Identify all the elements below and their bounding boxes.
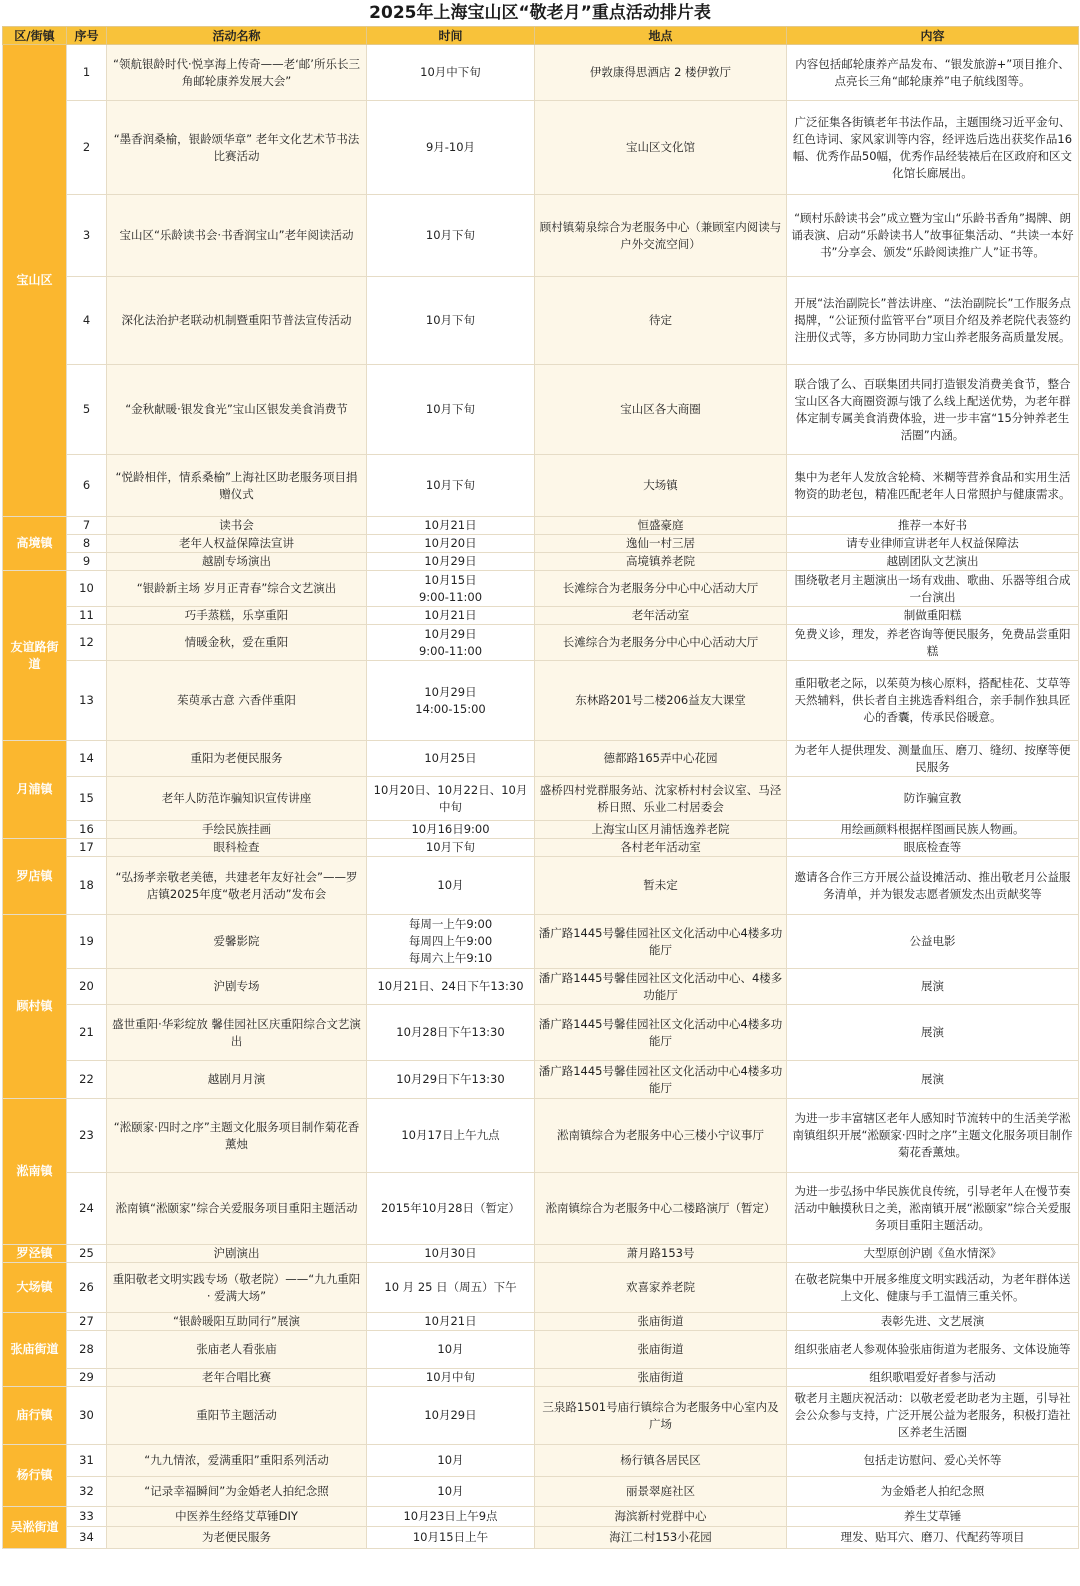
name-cell: “领航银龄时代·悦享海上传奇——老‘邮’所乐长三角邮轮康养发展大会”	[107, 45, 367, 101]
table-row	[3, 1313, 1079, 1331]
location-cell: 盛桥四村党群服务站、沈家桥村村会议室、马泾桥日照、乐业二村居委会	[535, 777, 787, 821]
content-cell: 公益电影	[787, 915, 1079, 969]
table-row	[3, 821, 1079, 839]
content-cell: “顾村乐龄读书会”成立暨为宝山“乐龄书香角”揭牌、朗诵表演、启动“乐龄读书人”故事征集活动、“共读一本好书”分享会、颁发“乐龄阅读推广人”证书等。	[787, 195, 1079, 277]
district-cell: 杨行镇	[3, 1445, 67, 1507]
table-row	[3, 571, 1079, 607]
location-cell: 丽景翠庭社区	[535, 1477, 787, 1507]
time-cell: 10月23日上午9点	[367, 1507, 535, 1527]
seq-cell: 22	[67, 1061, 107, 1099]
content-cell: 展演	[787, 1005, 1079, 1061]
time-cell: 10月下旬	[367, 277, 535, 365]
table-row	[3, 1527, 1079, 1549]
seq-cell: 33	[67, 1507, 107, 1527]
seq-cell: 11	[67, 607, 107, 625]
time-cell: 每周一上午9:00 每周四上午9:00 每周六上午9:10	[367, 915, 535, 969]
table-row	[3, 857, 1079, 915]
content-cell: 为进一步弘扬中华民族优良传统，引导老年人在慢节奏活动中触摸秋日之美，淞南镇开展“淞颐家”综合关爱服务项目重阳主题活动。	[787, 1173, 1079, 1245]
location-cell: 潘广路1445号馨佳园社区文化活动中心4楼多功能厅	[535, 915, 787, 969]
table-row	[3, 1507, 1079, 1527]
seq-cell: 10	[67, 571, 107, 607]
location-cell: 长滩综合为老服务分中心中心活动大厅	[535, 571, 787, 607]
location-cell: 宝山区文化馆	[535, 101, 787, 195]
name-cell: 重阳节主题活动	[107, 1387, 367, 1445]
content-cell: 重阳敬老之际，以茱萸为核心原料，搭配桂花、艾草等天然辅料，供长者自主挑选香料组合，亲手制作独具匠心的香囊，传承民俗暖意。	[787, 661, 1079, 741]
content-cell: 敬老月主题庆祝活动：以敬老爱老助老为主题，引导社会公众参与支持，广泛开展公益为老服务，积极打造社区养老生活圈	[787, 1387, 1079, 1445]
name-cell: 老年人防范诈骗知识宣传讲座	[107, 777, 367, 821]
table-row	[3, 839, 1079, 857]
location-cell: 欢喜家养老院	[535, 1263, 787, 1313]
seq-cell: 23	[67, 1099, 107, 1173]
location-cell: 淞南镇综合为老服务中心二楼路演厅（暂定）	[535, 1173, 787, 1245]
content-cell: 免费义诊，理发，养老咨询等便民服务，免费品尝重阳糕	[787, 625, 1079, 661]
district-cell: 庙行镇	[3, 1387, 67, 1445]
content-cell: 广泛征集各街镇老年书法作品，主题围绕习近平金句、红色诗词、家风家训等内容，经评选后选出获奖作品16幅、优秀作品50幅，优秀作品经装裱后在区政府和区文化馆长廊展出。	[787, 101, 1079, 195]
seq-cell: 3	[67, 195, 107, 277]
location-cell: 大场镇	[535, 455, 787, 517]
name-cell: 巧手蒸糕，乐享重阳	[107, 607, 367, 625]
location-cell: 萧月路153号	[535, 1245, 787, 1263]
content-cell: 内容包括邮轮康养产品发布、“银发旅游+”项目推介、点亮长三角“邮轮康养”电子航线图等。	[787, 45, 1079, 101]
seq-cell: 25	[67, 1245, 107, 1263]
time-cell: 10月29日下午13:30	[367, 1061, 535, 1099]
name-cell: 淞南镇“淞颐家”综合关爱服务项目重阳主题活动	[107, 1173, 367, 1245]
table-row	[3, 915, 1079, 969]
name-cell: 为老便民服务	[107, 1527, 367, 1549]
name-cell: 茱萸承古意 六香伴重阳	[107, 661, 367, 741]
location-cell: 伊敦康得思酒店 2 楼伊敦厅	[535, 45, 787, 101]
content-cell: 集中为老年人发放含轮椅、米糊等营养食品和实用生活物资的助老包，精准匹配老年人日常照护与健康需求。	[787, 455, 1079, 517]
time-cell: 9月-10月	[367, 101, 535, 195]
seq-cell: 6	[67, 455, 107, 517]
table-row	[3, 625, 1079, 661]
table-row	[3, 1369, 1079, 1387]
location-cell: 顾村镇菊泉综合为老服务中心（兼顾室内阅读与户外交流空间）	[535, 195, 787, 277]
content-cell: 邀请各合作三方开展公益设摊活动、推出敬老月公益服务清单，并为银发志愿者颁发杰出贡献奖等	[787, 857, 1079, 915]
district-cell: 宝山区	[3, 45, 67, 517]
name-cell: 中医养生经络艾草锤DIY	[107, 1507, 367, 1527]
seq-cell: 19	[67, 915, 107, 969]
seq-cell: 1	[67, 45, 107, 101]
content-cell: 越剧团队文艺演出	[787, 553, 1079, 571]
table-row	[3, 277, 1079, 365]
content-cell: 眼底检查等	[787, 839, 1079, 857]
seq-cell: 8	[67, 535, 107, 553]
content-cell: 开展“法治副院长”普法讲座、“法治副院长”工作服务点揭牌，“公证预付监管平台”项目介绍及养老院代表签约注册仪式等，多方协同助力宝山养老服务高质量发展。	[787, 277, 1079, 365]
name-cell: “悦龄相伴，情系桑榆”上海社区助老服务项目捐赠仪式	[107, 455, 367, 517]
name-cell: “弘扬孝亲敬老美德，共建老年友好社会”——罗店镇2025年度“敬老月活动”发布会	[107, 857, 367, 915]
table-row	[3, 365, 1079, 455]
location-cell: 高境镇养老院	[535, 553, 787, 571]
seq-cell: 13	[67, 661, 107, 741]
name-cell: 越剧月月演	[107, 1061, 367, 1099]
seq-cell: 17	[67, 839, 107, 857]
location-cell: 待定	[535, 277, 787, 365]
table-row	[3, 1061, 1079, 1099]
header-row	[3, 27, 1079, 45]
time-cell: 10月下旬	[367, 839, 535, 857]
activity-table	[2, 26, 1079, 1549]
name-cell: 沪剧演出	[107, 1245, 367, 1263]
seq-cell: 12	[67, 625, 107, 661]
location-cell: 潘广路1445号馨佳园社区文化活动中心、4楼多功能厅	[535, 969, 787, 1005]
name-cell: 重阳敬老文明实践专场（敬老院）——“九九重阳 · 爱满大场”	[107, 1263, 367, 1313]
location-cell: 恒盛豪庭	[535, 517, 787, 535]
name-cell: 重阳为老便民服务	[107, 741, 367, 777]
table-row	[3, 535, 1079, 553]
seq-cell: 34	[67, 1527, 107, 1549]
time-cell: 10月21日	[367, 517, 535, 535]
time-cell: 10月29日 9:00-11:00	[367, 625, 535, 661]
table-row	[3, 517, 1079, 535]
content-cell: 在敬老院集中开展多维度文明实践活动，为老年群体送上文化、健康与手工温情三重关怀。	[787, 1263, 1079, 1313]
table-row	[3, 607, 1079, 625]
time-cell: 10月	[367, 1331, 535, 1369]
name-cell: “银龄暖阳互助同行”展演	[107, 1313, 367, 1331]
seq-cell: 2	[67, 101, 107, 195]
name-cell: 爱馨影院	[107, 915, 367, 969]
name-cell: 宝山区“乐龄读书会·书香润宝山”老年阅读活动	[107, 195, 367, 277]
name-cell: “淞颐家·四时之序”主题文化服务项目制作菊花香薰烛	[107, 1099, 367, 1173]
seq-cell: 26	[67, 1263, 107, 1313]
header-seq: 序号	[67, 27, 107, 45]
location-cell: 张庙街道	[535, 1369, 787, 1387]
content-cell: 防诈骗宣教	[787, 777, 1079, 821]
location-cell: 各村老年活动室	[535, 839, 787, 857]
name-cell: “墨香润桑榆，银龄颂华章” 老年文化艺术节书法比赛活动	[107, 101, 367, 195]
time-cell: 10月29日 14:00-15:00	[367, 661, 535, 741]
name-cell: 越剧专场演出	[107, 553, 367, 571]
content-cell: 养生艾草锤	[787, 1507, 1079, 1527]
seq-cell: 21	[67, 1005, 107, 1061]
content-cell: 理发、贴耳穴、磨刀、代配药等项目	[787, 1527, 1079, 1549]
time-cell: 10 月 25 日（周五）下午	[367, 1263, 535, 1313]
name-cell: 深化法治护老联动机制暨重阳节普法宣传活动	[107, 277, 367, 365]
location-cell: 宝山区各大商圈	[535, 365, 787, 455]
district-cell: 月浦镇	[3, 741, 67, 839]
header-content: 内容	[787, 27, 1079, 45]
seq-cell: 14	[67, 741, 107, 777]
district-cell: 高境镇	[3, 517, 67, 571]
header-location: 地点	[535, 27, 787, 45]
seq-cell: 29	[67, 1369, 107, 1387]
seq-cell: 28	[67, 1331, 107, 1369]
district-cell: 大场镇	[3, 1263, 67, 1313]
seq-cell: 15	[67, 777, 107, 821]
time-cell: 10月21日	[367, 607, 535, 625]
name-cell: 情暖金秋，爱在重阳	[107, 625, 367, 661]
content-cell: 联合饿了么、百联集团共同打造银发消费美食节，整合宝山区各大商圈资源与饿了么线上配送优势，为老年群体定制专属美食消费体验，进一步丰富“15分钟养老生活圈”内涵。	[787, 365, 1079, 455]
header-name: 活动名称	[107, 27, 367, 45]
time-cell: 10月30日	[367, 1245, 535, 1263]
content-cell: 组织张庙老人参观体验张庙街道为老服务、文体设施等	[787, 1331, 1079, 1369]
district-cell: 吴淞街道	[3, 1507, 67, 1549]
seq-cell: 18	[67, 857, 107, 915]
time-cell: 10月21日	[367, 1313, 535, 1331]
name-cell: 盛世重阳·华彩绽放 馨佳园社区庆重阳综合文艺演出	[107, 1005, 367, 1061]
seq-cell: 24	[67, 1173, 107, 1245]
table-body	[3, 45, 1079, 1549]
table-row	[3, 1245, 1079, 1263]
location-cell: 老年活动室	[535, 607, 787, 625]
district-cell: 张庙街道	[3, 1313, 67, 1387]
name-cell: 手绘民族挂画	[107, 821, 367, 839]
table-row	[3, 1477, 1079, 1507]
time-cell: 10月29日	[367, 1387, 535, 1445]
content-cell: 包括走访慰问、爱心关怀等	[787, 1445, 1079, 1477]
time-cell: 10月中旬	[367, 1369, 535, 1387]
seq-cell: 7	[67, 517, 107, 535]
table-row	[3, 553, 1079, 571]
table-row	[3, 777, 1079, 821]
location-cell: 海江二村153小花园	[535, 1527, 787, 1549]
table-row	[3, 195, 1079, 277]
content-cell: 组织歌唱爱好者参与活动	[787, 1369, 1079, 1387]
location-cell: 长滩综合为老服务分中心中心活动大厅	[535, 625, 787, 661]
content-cell: 围绕敬老月主题演出一场有戏曲、歌曲、乐器等组合成一台演出	[787, 571, 1079, 607]
name-cell: “记录幸福瞬间”为金婚老人拍纪念照	[107, 1477, 367, 1507]
time-cell: 10月20日	[367, 535, 535, 553]
table-row	[3, 741, 1079, 777]
location-cell: 张庙街道	[535, 1331, 787, 1369]
seq-cell: 27	[67, 1313, 107, 1331]
content-cell: 大型原创沪剧《鱼水情深》	[787, 1245, 1079, 1263]
name-cell: 沪剧专场	[107, 969, 367, 1005]
seq-cell: 20	[67, 969, 107, 1005]
table-row	[3, 661, 1079, 741]
time-cell: 10月20日、10月22日、10月中旬	[367, 777, 535, 821]
name-cell: 老年合唱比赛	[107, 1369, 367, 1387]
district-cell: 罗泾镇	[3, 1245, 67, 1263]
name-cell: 读书会	[107, 517, 367, 535]
table-row	[3, 1173, 1079, 1245]
time-cell: 10月29日	[367, 553, 535, 571]
location-cell: 上海宝山区月浦恬逸养老院	[535, 821, 787, 839]
time-cell: 10月21日、24日下午13:30	[367, 969, 535, 1005]
time-cell: 10月下旬	[367, 455, 535, 517]
time-cell: 10月中下旬	[367, 45, 535, 101]
district-cell: 淞南镇	[3, 1099, 67, 1245]
table-row	[3, 1263, 1079, 1313]
time-cell: 2015年10月28日（暂定）	[367, 1173, 535, 1245]
location-cell: 潘广路1445号馨佳园社区文化活动中心4楼多功能厅	[535, 1061, 787, 1099]
table-row	[3, 1331, 1079, 1369]
location-cell: 三泉路1501号庙行镇综合为老服务中心室内及广场	[535, 1387, 787, 1445]
content-cell: 为金婚老人拍纪念照	[787, 1477, 1079, 1507]
location-cell: 德都路165弄中心花园	[535, 741, 787, 777]
seq-cell: 16	[67, 821, 107, 839]
content-cell: 表彰先进、文艺展演	[787, 1313, 1079, 1331]
table-row	[3, 45, 1079, 101]
content-cell: 展演	[787, 1061, 1079, 1099]
content-cell: 展演	[787, 969, 1079, 1005]
seq-cell: 30	[67, 1387, 107, 1445]
time-cell: 10月下旬	[367, 365, 535, 455]
location-cell: 张庙街道	[535, 1313, 787, 1331]
content-cell: 为老年人提供理发、测量血压、磨刀、缝纫、按摩等便民服务	[787, 741, 1079, 777]
time-cell: 10月下旬	[367, 195, 535, 277]
district-cell: 顾村镇	[3, 915, 67, 1099]
table-row	[3, 101, 1079, 195]
seq-cell: 9	[67, 553, 107, 571]
location-cell: 杨行镇各居民区	[535, 1445, 787, 1477]
district-cell: 友谊路街道	[3, 571, 67, 741]
content-cell: 为进一步丰富辖区老年人感知时节流转中的生活美学淞南镇组织开展“淞颐家·四时之序”主题文化服务项目制作菊花香薰烛。	[787, 1099, 1079, 1173]
name-cell: 眼科检查	[107, 839, 367, 857]
content-cell: 请专业律师宣讲老年人权益保障法	[787, 535, 1079, 553]
time-cell: 10月	[367, 1445, 535, 1477]
location-cell: 东林路201号二楼206益友大课堂	[535, 661, 787, 741]
table-row	[3, 969, 1079, 1005]
name-cell: “金秋献暖·银发食光”宝山区银发美食消费节	[107, 365, 367, 455]
name-cell: 张庙老人看张庙	[107, 1331, 367, 1369]
time-cell: 10月15日 9:00-11:00	[367, 571, 535, 607]
time-cell: 10月28日下午13:30	[367, 1005, 535, 1061]
location-cell: 淞南镇综合为老服务中心三楼小宁议事厅	[535, 1099, 787, 1173]
content-cell: 制做重阳糕	[787, 607, 1079, 625]
seq-cell: 32	[67, 1477, 107, 1507]
name-cell: “银龄新主场 岁月正青春”综合文艺演出	[107, 571, 367, 607]
content-cell: 用绘画颜料根据样图画民族人物画。	[787, 821, 1079, 839]
district-cell: 罗店镇	[3, 839, 67, 915]
location-cell: 潘广路1445号馨佳园社区文化活动中心4楼多功能厅	[535, 1005, 787, 1061]
header-district: 区/街镇	[3, 27, 67, 45]
table-row	[3, 455, 1079, 517]
header-time: 时间	[367, 27, 535, 45]
table-row	[3, 1099, 1079, 1173]
page-title: 2025年上海宝山区“敬老月”重点活动排片表	[369, 3, 711, 23]
time-cell: 10月	[367, 1477, 535, 1507]
location-cell: 暂未定	[535, 857, 787, 915]
time-cell: 10月15日上午	[367, 1527, 535, 1549]
table-row	[3, 1445, 1079, 1477]
seq-cell: 4	[67, 277, 107, 365]
name-cell: “九九情浓，爱满重阳”重阳系列活动	[107, 1445, 367, 1477]
seq-cell: 5	[67, 365, 107, 455]
table-row	[3, 1005, 1079, 1061]
location-cell: 海滨新村党群中心	[535, 1507, 787, 1527]
time-cell: 10月16日9:00	[367, 821, 535, 839]
table-row	[3, 1387, 1079, 1445]
seq-cell: 31	[67, 1445, 107, 1477]
time-cell: 10月	[367, 857, 535, 915]
location-cell: 逸仙一村三居	[535, 535, 787, 553]
time-cell: 10月17日上午九点	[367, 1099, 535, 1173]
time-cell: 10月25日	[367, 741, 535, 777]
name-cell: 老年人权益保障法宣讲	[107, 535, 367, 553]
content-cell: 推荐一本好书	[787, 517, 1079, 535]
